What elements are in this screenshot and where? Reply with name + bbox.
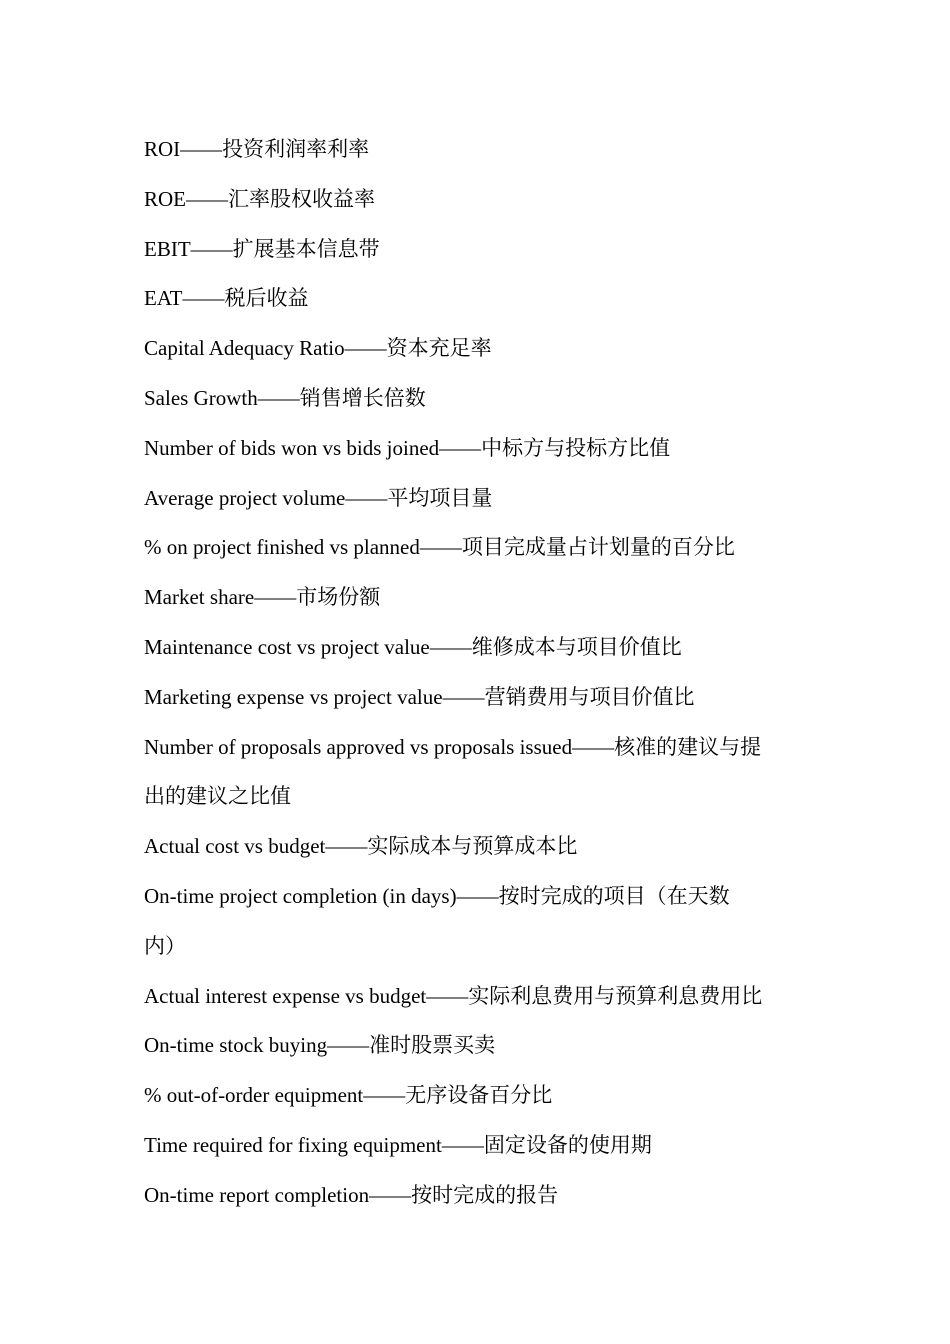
text-line: On-time stock buying——准时股票买卖 [144, 1033, 496, 1058]
text-line: EAT——税后收益 [144, 286, 309, 311]
text-line: Number of proposals approved vs proposals issued——核准的建议与提 [144, 734, 762, 759]
text-line: Marketing expense vs project value——营销费用与项目价值比 [144, 684, 695, 709]
text-line: % out-of-order equipment——无序设备百分比 [144, 1083, 553, 1108]
text-line: 内） [144, 933, 186, 958]
text-line: Sales Growth——销售增长倍数 [144, 385, 426, 410]
text-line: On-time project completion (in days)——按时完成的项目（在天数 [144, 883, 730, 908]
text-line: Time required for fixing equipment——固定设备的使用期 [144, 1132, 652, 1157]
text-line: Actual cost vs budget——实际成本与预算成本比 [144, 834, 578, 859]
text-line: Average project volume——平均项目量 [144, 485, 493, 510]
text-line: On-time report completion——按时完成的报告 [144, 1182, 559, 1207]
text-line: EBIT——扩展基本信息带 [144, 236, 380, 261]
text-line: Number of bids won vs bids joined——中标方与投标方比值 [144, 435, 671, 460]
text-line: 出的建议之比值 [144, 784, 291, 809]
text-line: % on project finished vs planned——项目完成量占计划量的百分比 [144, 535, 735, 560]
document-body [144, 125, 806, 1221]
text-line: ROI——投资利润率利率 [144, 137, 370, 161]
text-line: Maintenance cost vs project value——维修成本与项目价值比 [144, 634, 682, 659]
text-line: ROE——汇率股权收益率 [144, 186, 375, 211]
text-line: Capital Adequacy Ratio——资本充足率 [144, 336, 492, 361]
text-line: Actual interest expense vs budget——实际利息费用与预算利息费用比 [144, 983, 763, 1008]
text-line: Market share——市场份额 [144, 585, 381, 610]
